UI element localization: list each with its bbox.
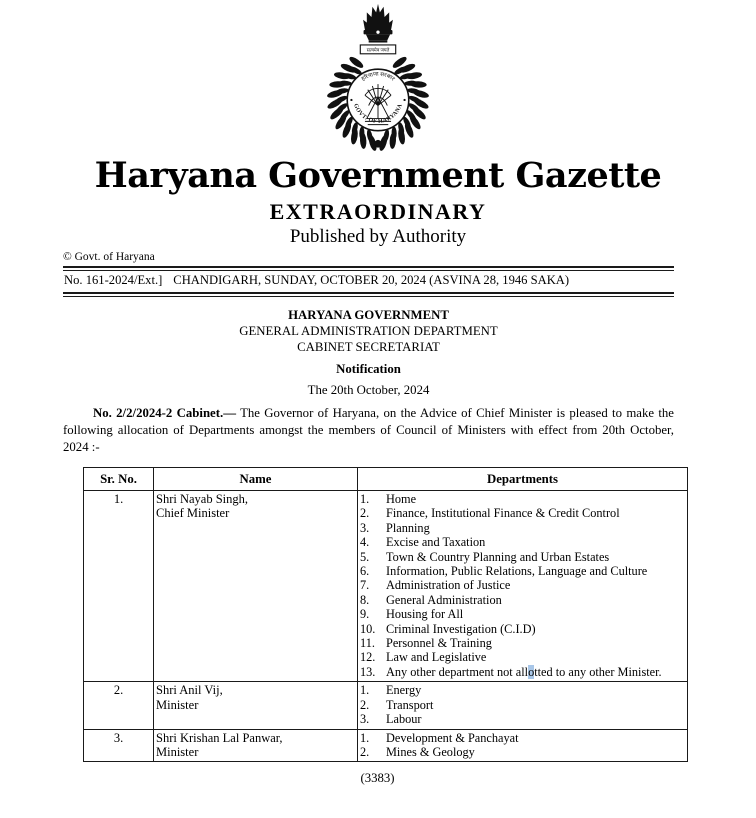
department-name: Finance, Institutional Finance & Credit Control: [386, 506, 620, 521]
issue-line: [63, 271, 674, 290]
cell-sr-no: 2.: [84, 682, 154, 729]
divider-rule-bottom: [63, 292, 674, 297]
department-item: [360, 636, 685, 650]
cell-departments: [358, 491, 688, 682]
emblem-hindi-text: हरियाणा सरकार: [360, 71, 396, 83]
department-item: [360, 506, 685, 520]
department-number: 1.: [360, 492, 370, 506]
department-name: Law and Legislative: [386, 650, 487, 665]
department-item: [360, 492, 685, 506]
table-row: [84, 729, 688, 762]
gazette-title: Haryana Government Gazette: [94, 155, 662, 196]
department-name: Planning: [386, 520, 430, 535]
cell-minister-name: Shri Krishan Lal Panwar, Minister: [154, 729, 358, 762]
department-name: Information, Public Relations, Language and Culture: [386, 564, 648, 579]
department-name: Development & Panchayat: [386, 730, 519, 745]
motto-text: सत्यमेव जयते: [366, 48, 390, 54]
ashoka-capital-icon: [363, 4, 393, 43]
ring-right-dot: [403, 99, 405, 101]
issue-number: No. 161-2024/Ext.]: [64, 273, 163, 287]
emblem-govt-text: GOVT. OF HARYANA: [352, 103, 404, 125]
department-heading: GENERAL ADMINISTRATION DEPARTMENT: [239, 324, 498, 338]
issue-place-date: CHANDIGARH, SUNDAY, OCTOBER 20, 2024 (ASVINA 28, 1946 SAKA): [173, 273, 570, 287]
authority-line: Published by Authority: [289, 226, 467, 247]
cell-minister-name: Shri Anil Vij, Minister: [154, 682, 358, 729]
department-item: [360, 593, 685, 607]
cell-departments: [358, 729, 688, 762]
department-item: [360, 745, 685, 759]
department-item: [360, 731, 685, 745]
ring-left-dot: [350, 99, 352, 101]
department-name: Any other department not allotted to any other Minister.: [386, 664, 662, 679]
department-name: Housing for All: [386, 607, 464, 622]
table-header-row: [84, 468, 688, 491]
table-row: [84, 682, 688, 729]
notification-paragraph: [63, 405, 674, 456]
department-item: [360, 698, 685, 712]
department-number: 5.: [360, 549, 370, 564]
cell-sr-no: 3.: [84, 729, 154, 762]
department-name: General Administration: [386, 592, 502, 607]
motto-banner: [360, 45, 395, 54]
notification-body-text: The Governor of Haryana, on the Advice of Chief Minister is pleased to make the following allocation of Departments amongst the members of Council of Ministers with effect from 20th October, 2024 :-: [63, 406, 674, 454]
header-departments: Departments: [358, 468, 688, 491]
department-item: [360, 607, 685, 621]
department-number: 2.: [360, 744, 370, 759]
secretariat-heading: CABINET SECRETARIAT: [297, 340, 440, 354]
ministers-table-body: [84, 491, 688, 762]
department-number: 8.: [360, 592, 370, 607]
department-number: 3.: [360, 712, 370, 727]
haryana-government-emblem: [0, 0, 756, 154]
department-item: [360, 622, 685, 636]
department-item: [360, 521, 685, 535]
notification-date: The 20th October, 2024: [307, 383, 430, 397]
department-name: Administration of Justice: [386, 578, 511, 593]
cell-departments: [358, 682, 688, 729]
department-number: 7.: [360, 578, 370, 593]
department-number: 4.: [360, 535, 370, 550]
notification-heading: Notification: [336, 362, 401, 376]
header-sr-no: Sr. No.: [84, 468, 154, 491]
department-name: Excise and Taxation: [386, 535, 486, 550]
department-number: 11.: [360, 636, 375, 651]
haryana-emblem-icon: [322, 3, 434, 154]
department-number: 1.: [360, 683, 370, 698]
department-number: 12.: [360, 650, 376, 665]
department-name: Transport: [386, 697, 434, 712]
department-name: Mines & Geology: [386, 744, 475, 759]
department-item: [360, 578, 685, 592]
cell-minister-name: Shri Nayab Singh, Chief Minister: [154, 491, 358, 682]
department-number: 2.: [360, 697, 370, 712]
department-item: [360, 550, 685, 564]
header-name: Name: [154, 468, 358, 491]
page-number: (3383): [360, 771, 395, 786]
department-name: Energy: [386, 683, 422, 698]
department-name: Criminal Investigation (C.I.D): [386, 621, 536, 636]
cell-sr-no: 1.: [84, 491, 154, 682]
selection-highlight: o: [528, 664, 535, 679]
copyright-line: © Govt. of Haryana: [63, 251, 155, 263]
government-heading: HARYANA GOVERNMENT: [288, 308, 449, 322]
notification-number: No. 2/2/2024-2 Cabinet.—: [93, 406, 236, 420]
department-number: 2.: [360, 506, 370, 521]
department-name: Personnel & Training: [386, 636, 492, 651]
department-item: [360, 665, 685, 679]
department-name: Labour: [386, 712, 422, 727]
department-number: 6.: [360, 564, 370, 579]
department-number: 1.: [360, 730, 370, 745]
department-item: [360, 535, 685, 549]
department-item: [360, 712, 685, 726]
edition-title: EXTRAORDINARY: [269, 199, 487, 224]
ministers-table: [83, 467, 688, 762]
department-item: [360, 650, 685, 664]
department-item: [360, 683, 685, 697]
department-name: Town & Country Planning and Urban Estates: [386, 549, 610, 564]
department-item: [360, 564, 685, 578]
department-number: 3.: [360, 520, 370, 535]
table-row: [84, 491, 688, 682]
department-name: Home: [386, 492, 417, 506]
department-number: 13.: [360, 664, 376, 679]
department-number: 9.: [360, 607, 370, 622]
department-number: 10.: [360, 621, 376, 636]
